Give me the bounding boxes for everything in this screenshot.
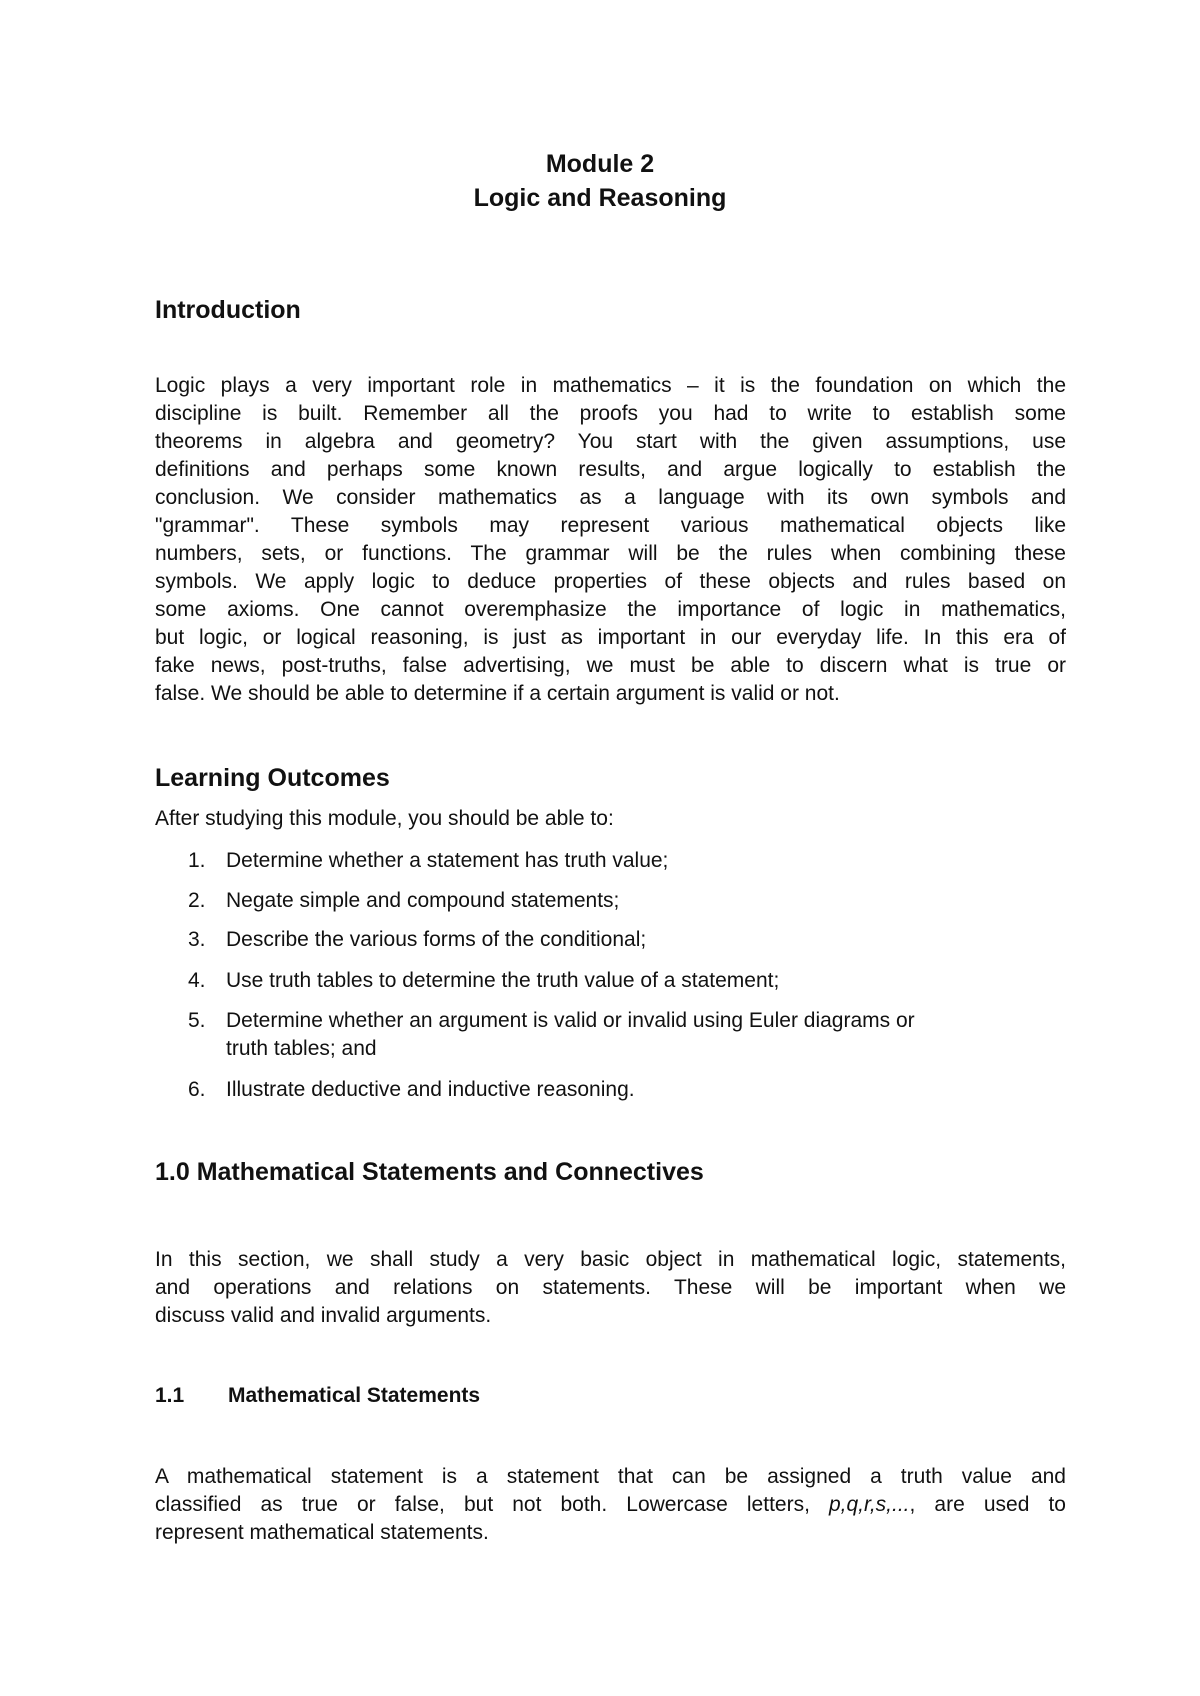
item-number: 3. <box>188 928 206 951</box>
paragraph-line: and operations and relations on statements. These will be important when we <box>155 1276 1066 1299</box>
introduction-heading: Introduction <box>155 296 301 324</box>
outcome-item <box>188 967 780 995</box>
item-number: 5. <box>188 1009 206 1032</box>
section-1-0-paragraph <box>155 1246 1066 1330</box>
item-number: 4. <box>188 969 206 992</box>
module-number: Module 2 <box>545 150 655 178</box>
item-number: 1. <box>188 849 206 872</box>
variable-letters: p,q,r,s,... <box>828 1493 910 1516</box>
item-number: 6. <box>188 1078 206 1101</box>
paragraph-line: discipline is built. Remember all the proofs you had to write to establish some <box>155 402 1066 425</box>
introduction-paragraph <box>155 372 1066 708</box>
paragraph-line: A mathematical statement is a statement that can be assigned a truth value and <box>155 1465 1066 1488</box>
outcome-item <box>188 1076 635 1104</box>
learning-outcomes-intro: After studying this module, you should be able to: <box>155 807 614 830</box>
item-text: Determine whether a statement has truth value; <box>226 849 669 872</box>
section-1-0-heading: 1.0 Mathematical Statements and Connectives <box>155 1158 704 1186</box>
item-text-continued: truth tables; and <box>226 1037 377 1060</box>
paragraph-line: conclusion. We consider mathematics as a language with its own symbols and <box>155 486 1066 509</box>
item-text: Describe the various forms of the conditional; <box>226 928 647 951</box>
paragraph-line: but logic, or logical reasoning, is just as important in our everyday life. In this era of <box>155 626 1066 649</box>
outcome-item <box>188 926 647 954</box>
learning-outcomes-heading: Learning Outcomes <box>155 764 390 792</box>
paragraph-line: symbols. We apply logic to deduce properties of these objects and rules based on <box>155 570 1066 593</box>
paragraph-line: theorems in algebra and geometry? You start with the given assumptions, use <box>155 430 1066 453</box>
paragraph-line <box>155 1491 1066 1519</box>
paragraph-line: discuss valid and invalid arguments. <box>155 1304 492 1327</box>
paragraph-line: Logic plays a very important role in mathematics – it is the foundation on which the <box>155 374 1066 397</box>
paragraph-line: numbers, sets, or functions. The grammar will be the rules when combining these <box>155 542 1066 565</box>
paragraph-line: In this section, we shall study a very basic object in mathematical logic, statements, <box>155 1248 1066 1271</box>
item-text: Use truth tables to determine the truth value of a statement; <box>226 969 780 992</box>
item-text: Negate simple and compound statements; <box>226 889 620 912</box>
section-1-1-heading: Mathematical Statements <box>228 1384 481 1407</box>
outcome-item <box>188 847 669 875</box>
paragraph-line: represent mathematical statements. <box>155 1521 489 1544</box>
module-title: Logic and Reasoning <box>473 184 727 212</box>
section-1-1-number: 1.1 <box>155 1384 185 1407</box>
item-number: 2. <box>188 889 206 912</box>
paragraph-line: false. We should be able to determine if a certain argument is valid or not. <box>155 682 840 705</box>
paragraph-line: fake news, post-truths, false advertising, we must be able to discern what is true or <box>155 654 1066 677</box>
paragraph-line: "grammar". These symbols may represent various mathematical objects like <box>155 514 1066 537</box>
item-text: Illustrate deductive and inductive reasoning. <box>226 1078 635 1101</box>
paragraph-line: definitions and perhaps some known results, and argue logically to establish the <box>155 458 1066 481</box>
item-text: Determine whether an argument is valid or invalid using Euler diagrams or <box>226 1009 915 1032</box>
outcome-item <box>188 887 620 915</box>
paragraph-line: some axioms. One cannot overemphasize the importance of logic in mathematics, <box>155 598 1066 621</box>
section-1-1-paragraph <box>155 1463 1066 1547</box>
outcome-item <box>188 1007 915 1060</box>
text-span: , are used to <box>909 1493 1066 1516</box>
text-span: classified as true or false, but not both. Lowercase letters, <box>155 1493 829 1516</box>
